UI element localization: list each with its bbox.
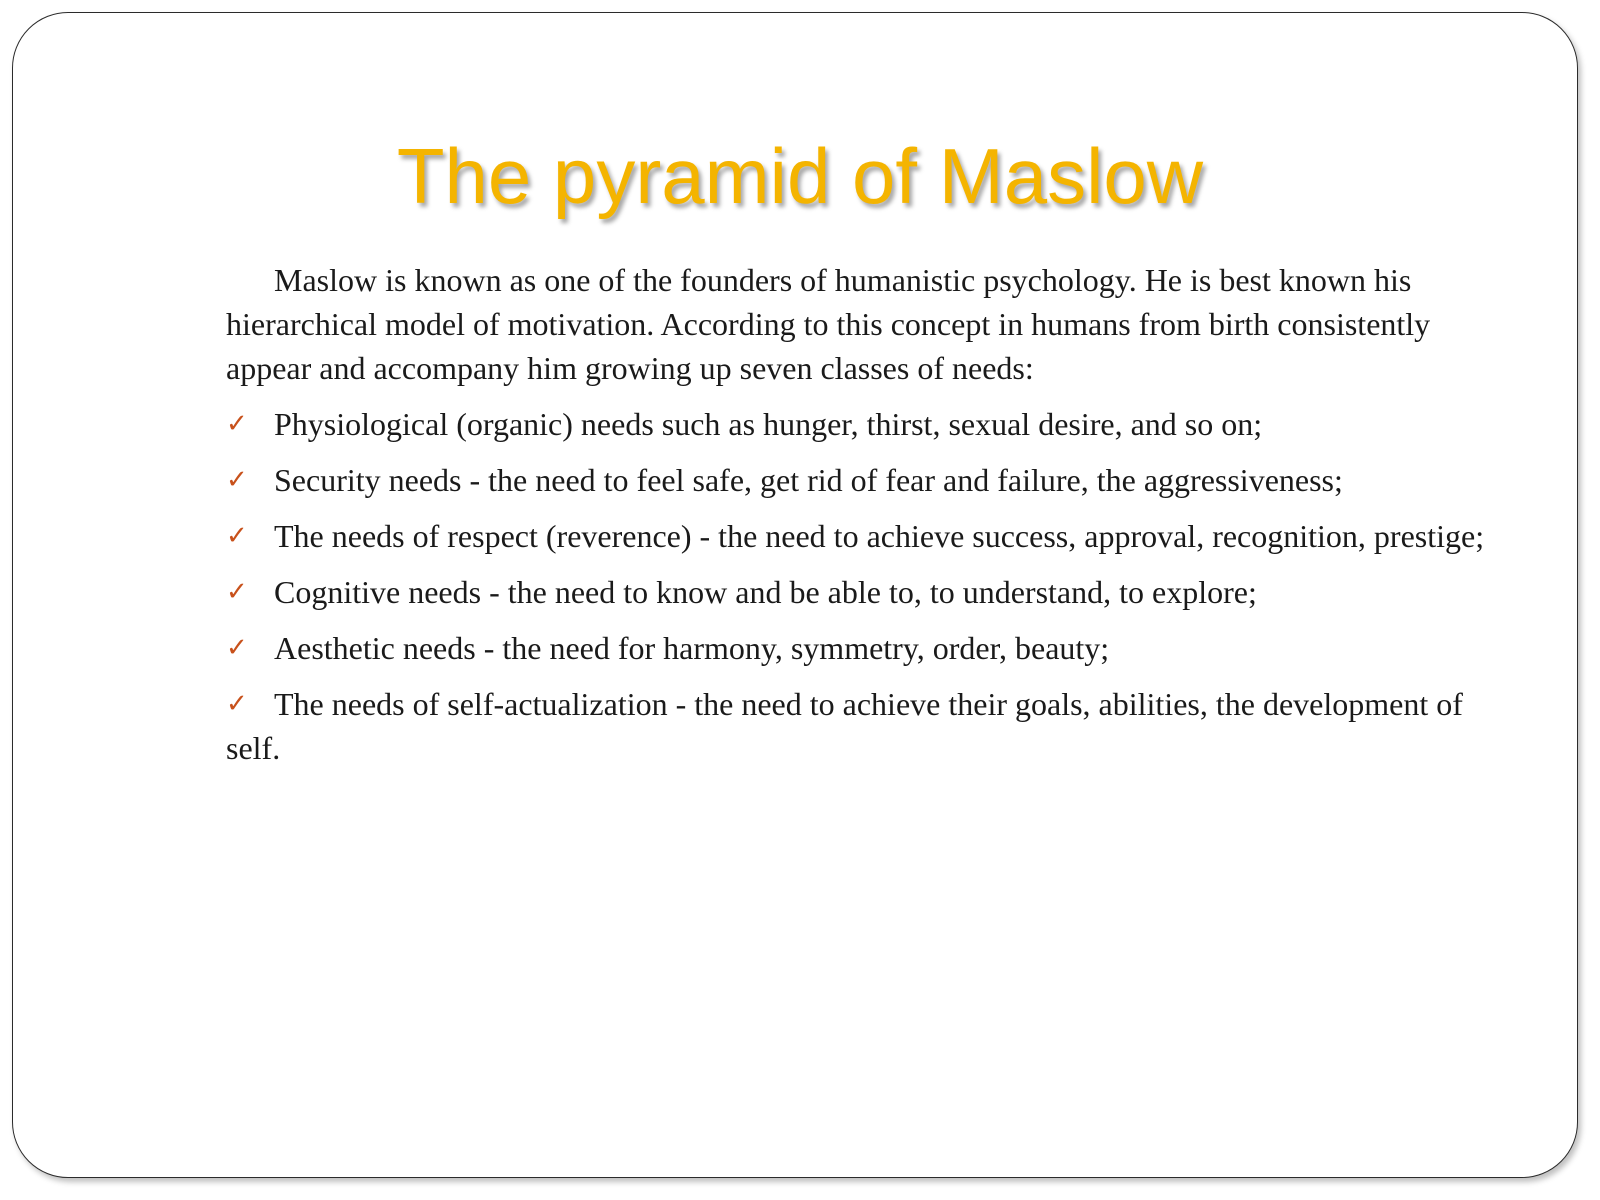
list-item-text: The needs of respect (reverence) - the need to achieve success, approval, recognition, prestige; [274, 518, 1485, 554]
list-item [226, 570, 1516, 614]
checkmark-icon: ✓ [226, 409, 248, 439]
list-item-text: Aesthetic needs - the need for harmony, symmetry, order, beauty; [274, 630, 1110, 666]
checkmark-icon: ✓ [226, 689, 248, 719]
list-item [226, 682, 1516, 770]
needs-list [226, 402, 1516, 770]
list-item-text: Security needs - the need to feel safe, get rid of fear and failure, the aggressiveness; [274, 462, 1343, 498]
list-item-text: Cognitive needs - the need to know and be able to, to understand, to explore; [274, 574, 1257, 610]
list-item-text: The needs of self-actualization - the need to achieve their goals, abilities, the development of self. [226, 686, 1463, 766]
checkmark-icon: ✓ [226, 521, 248, 551]
list-item [226, 402, 1516, 446]
checkmark-icon: ✓ [226, 633, 248, 663]
list-item-text: Physiological (organic) needs such as hunger, thirst, sexual desire, and so on; [274, 406, 1263, 442]
checkmark-icon: ✓ [226, 577, 248, 607]
checkmark-icon: ✓ [226, 465, 248, 495]
list-item [226, 626, 1516, 670]
intro-paragraph: Maslow is known as one of the founders of humanistic psychology. He is best known his hierarchical model of motivation. According to this concept in humans from birth consistently appear and accompany him growing up seven classes of needs: [226, 262, 1431, 386]
list-item [226, 458, 1516, 502]
slide-title: The pyramid of Maslow [396, 132, 1204, 220]
slide-body [226, 258, 1516, 782]
list-item [226, 514, 1516, 558]
